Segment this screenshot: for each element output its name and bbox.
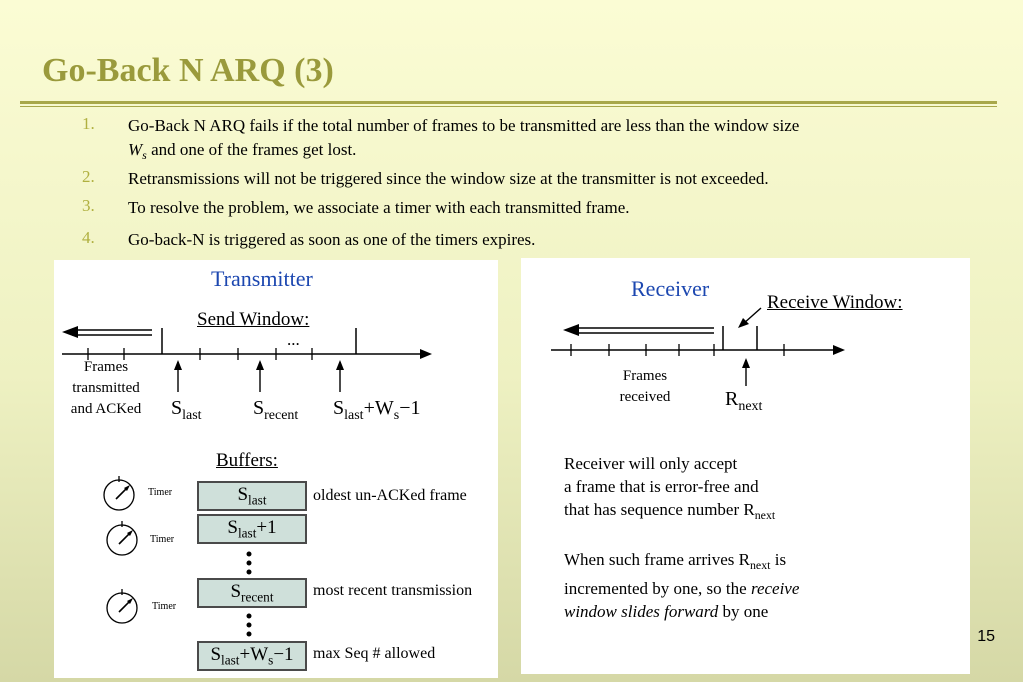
receiver-panel — [521, 258, 970, 674]
transmitter-panel — [54, 260, 498, 678]
buffer-slot: $S_{last}$ — [197, 481, 307, 511]
timer-icon — [107, 521, 137, 555]
ack-direction-arrow — [62, 326, 152, 338]
bullet-variable: W — [128, 140, 143, 159]
r-next-label: $R_{next}$ — [725, 388, 763, 414]
r-next-arrow — [742, 358, 750, 386]
window-pointer-arrow — [738, 308, 761, 328]
bullet-text-a: Go-Back N ARQ fails if the total number of frames to be transmitted are less than the window size — [128, 116, 800, 135]
bullet-text: Go-back-N is triggered as soon as one of the timers expires. — [128, 230, 536, 249]
timer-icon — [107, 589, 137, 623]
buffer-slot: $S_{last}+W_s-1$ — [197, 641, 307, 671]
receiver-heading: Receiver — [631, 276, 710, 301]
title-rule-thin — [20, 106, 997, 107]
buffer-note: oldest un-ACKed frame — [313, 487, 467, 504]
frames-received-label — [601, 366, 689, 408]
frames-label-line: and ACKed — [70, 401, 142, 417]
window-ellipsis: ... — [287, 330, 300, 349]
timer-label: Timer — [148, 487, 173, 498]
frames-label-line: transmitted — [72, 380, 140, 396]
frames-label-line: Frames — [622, 368, 668, 384]
buffer-note: most recent transmission — [313, 582, 473, 599]
frames-transmitted-label — [60, 357, 152, 420]
bullet-number: 4. — [82, 228, 95, 247]
axis-arrowhead — [833, 345, 845, 355]
bullet-text: Retransmissions will not be triggered since the window size at the transmitter is not exceeded. — [128, 169, 769, 188]
bullet-number: 3. — [82, 196, 95, 215]
timer-label: Timer — [152, 601, 177, 612]
receiver-slide-paragraph: When such frame arrives $R_{next}$ is incremented by one, so the receive window slides forward by one — [564, 550, 800, 622]
frames-label-line: Frames — [83, 359, 129, 375]
buffer-note: max Seq # allowed — [313, 645, 436, 662]
s-last-label: $S_{last}$ — [171, 397, 202, 423]
timer-label: Timer — [150, 534, 175, 545]
received-direction-arrow — [563, 324, 714, 336]
s-recent-label: $S_{recent}$ — [253, 397, 299, 423]
frames-label-line: received — [619, 389, 671, 405]
bullet-number: 2. — [82, 167, 95, 186]
transmitter-heading: Transmitter — [211, 266, 313, 291]
bullet-text-b: and one of the frames get lost. — [146, 140, 357, 159]
title-rule — [20, 101, 997, 104]
buffer-slot: $S_{recent}$ — [197, 578, 307, 608]
buffers-heading: Buffers: — [216, 450, 278, 471]
timer-icon — [104, 476, 134, 510]
bullet-text: To resolve the problem, we associate a timer with each transmitted frame. — [128, 198, 630, 217]
receive-window-label: Receive Window: — [767, 292, 903, 313]
page-number: 15 — [977, 628, 995, 645]
axis-arrowhead — [420, 349, 432, 359]
bullet-text — [128, 114, 968, 167]
receiver-rule-paragraph: Receiver will only accept a frame that is error-free and that has sequence number $R_{next}$ — [564, 454, 776, 523]
slide-title: Go-Back N ARQ (3) — [42, 52, 334, 89]
bullet-variable-sub: s — [142, 148, 147, 163]
bullet-number: 1. — [82, 114, 95, 133]
s-max-label: $S_{last}+W_s-1$ — [333, 397, 421, 423]
send-window-label: Send Window: — [197, 309, 310, 330]
buffer-slot: $S_{last}+1$ — [197, 514, 307, 544]
